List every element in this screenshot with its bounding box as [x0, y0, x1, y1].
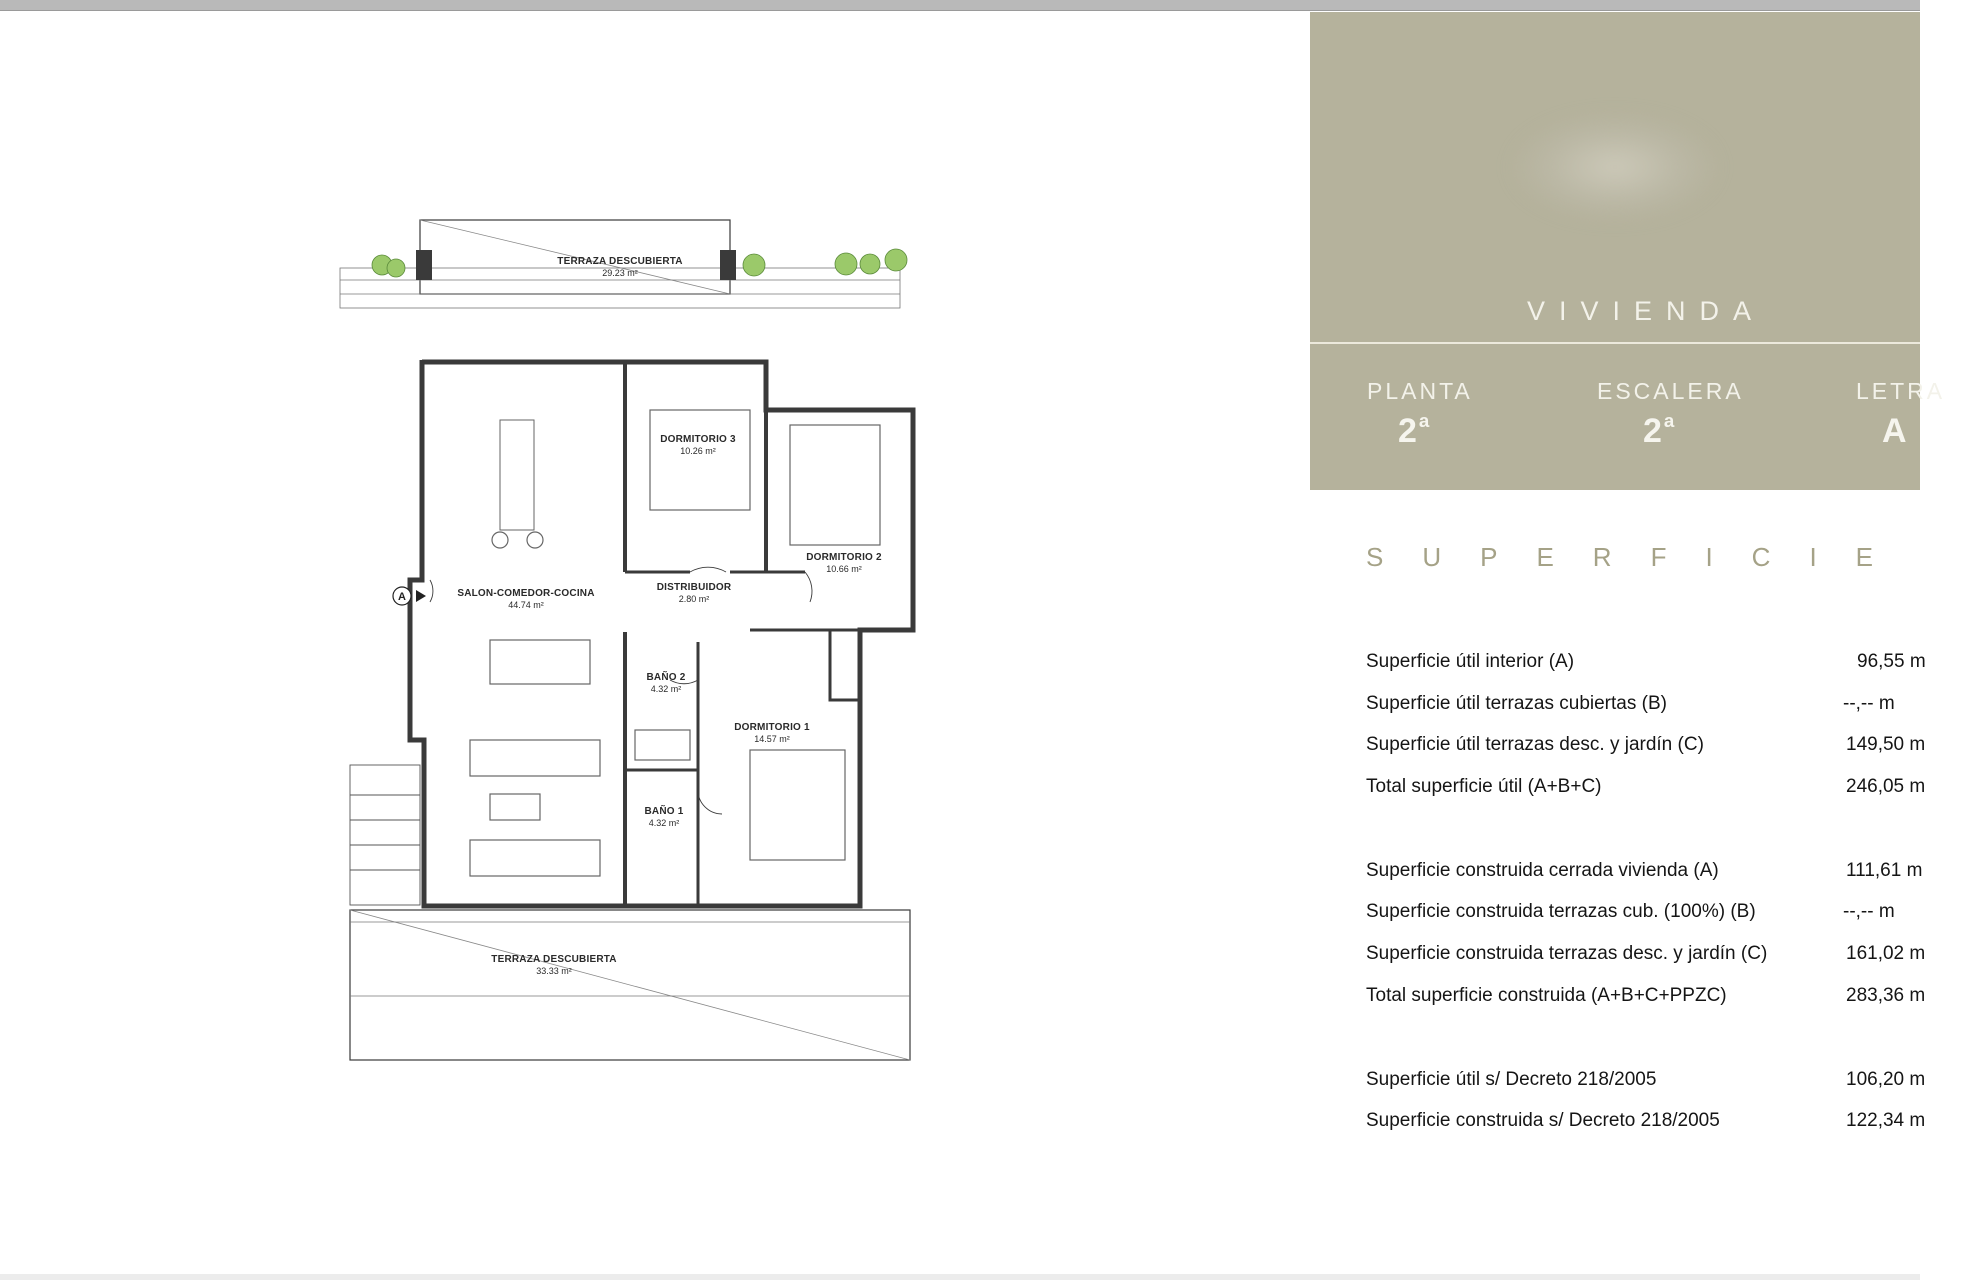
surface-label: Superficie útil interior (A)	[1366, 651, 1575, 672]
room-label: BAÑO 2	[646, 672, 686, 683]
surface-row	[1366, 1069, 1926, 1101]
surface-value: 283,36 m	[1846, 985, 1926, 1006]
surface-row	[1366, 651, 1926, 683]
room-area: 10.26 m²	[680, 446, 716, 456]
room-area: 4.32 m²	[648, 818, 680, 828]
room-label: DORMITORIO 1	[734, 722, 810, 733]
bathtub	[635, 730, 690, 760]
room-area: 29.23 m²	[602, 268, 638, 278]
sofa-bottom	[470, 840, 600, 876]
surface-row	[1366, 985, 1926, 1017]
room-label: DORMITORIO 2	[806, 552, 882, 563]
staircase	[350, 765, 420, 905]
surface-label: Superficie construida terrazas cub. (100%) (B)	[1366, 901, 1756, 922]
surface-row	[1366, 734, 1926, 766]
surface-row	[1366, 776, 1926, 808]
escalera-value: 2 $^a$	[1643, 410, 1675, 450]
kitchen-island	[500, 420, 534, 530]
surface-row	[1366, 860, 1923, 892]
surface-value: 96,55 m	[1857, 651, 1926, 672]
surface-value: 122,34 m	[1846, 1110, 1926, 1131]
surface-table	[1366, 0, 1926, 1280]
room-area: 4.32 m²	[650, 684, 682, 694]
surface-value: 106,20 m	[1846, 1069, 1926, 1090]
surface-value: --,-- m	[1843, 901, 1895, 922]
room-label: DORMITORIO 3	[660, 434, 736, 445]
room-label: BAÑO 1	[644, 806, 684, 817]
room-label: TERRAZA DESCUBIERTA	[557, 256, 683, 267]
surface-label: Superficie útil s/ Decreto 218/2005	[1366, 1069, 1657, 1090]
room-area: 10.66 m²	[826, 564, 862, 574]
bed-dormitorio-3	[650, 410, 750, 510]
planta-value: 2 $^a$	[1398, 410, 1430, 450]
room-label: DISTRIBUIDOR	[656, 582, 732, 593]
entrance-letter: A	[398, 591, 406, 603]
superficie-heading: SUPERFICIE	[1366, 542, 1913, 572]
room-area: 33.33 m²	[536, 966, 572, 976]
surface-row	[1366, 901, 1920, 933]
surface-value: 161,02 m	[1846, 943, 1926, 964]
letra-label: LETRA	[1856, 378, 1946, 404]
surface-label: Superficie útil terrazas desc. y jardín (C)	[1366, 734, 1704, 755]
surface-label: Superficie construida terrazas desc. y jardín (C)	[1366, 943, 1768, 964]
surface-row	[1366, 693, 1920, 725]
surface-label: Total superficie útil (A+B+C)	[1366, 776, 1602, 797]
surface-row	[1366, 943, 1926, 975]
surface-label: Superficie construida s/ Decreto 218/2005	[1366, 1110, 1720, 1131]
planta-label: PLANTA	[1367, 378, 1473, 404]
letra-value: A	[1882, 412, 1907, 450]
room-label: TERRAZA DESCUBIERTA	[491, 954, 617, 965]
room-area: 44.74 m²	[508, 600, 544, 610]
room-label: SALON-COMEDOR-COCINA	[457, 588, 595, 599]
surface-label: Superficie útil terrazas cubiertas (B)	[1366, 693, 1667, 714]
dining-table	[490, 640, 590, 684]
surface-value: --,-- m	[1843, 693, 1895, 714]
panel-title: VIVIENDA	[1526, 296, 1766, 326]
surface-label: Superficie construida cerrada vivienda (A)	[1366, 860, 1719, 881]
bed-dormitorio-1	[750, 750, 845, 860]
floor-plan	[330, 210, 930, 1110]
sofa-top	[470, 740, 600, 776]
coffee-table	[490, 794, 540, 820]
surface-label: Total superficie construida (A+B+C+PPZC)	[1366, 985, 1727, 1006]
room-area: 2.80 m²	[678, 594, 710, 604]
bottom-edge	[0, 1274, 1920, 1280]
surface-value: 111,61 m	[1846, 860, 1923, 881]
escalera-label: ESCALERA	[1597, 378, 1744, 404]
bed-dormitorio-2	[790, 425, 880, 545]
surface-value: 149,50 m	[1846, 734, 1926, 755]
surface-value: 246,05 m	[1846, 776, 1926, 797]
room-area: 14.57 m²	[754, 734, 790, 744]
surface-row	[1366, 1110, 1926, 1142]
